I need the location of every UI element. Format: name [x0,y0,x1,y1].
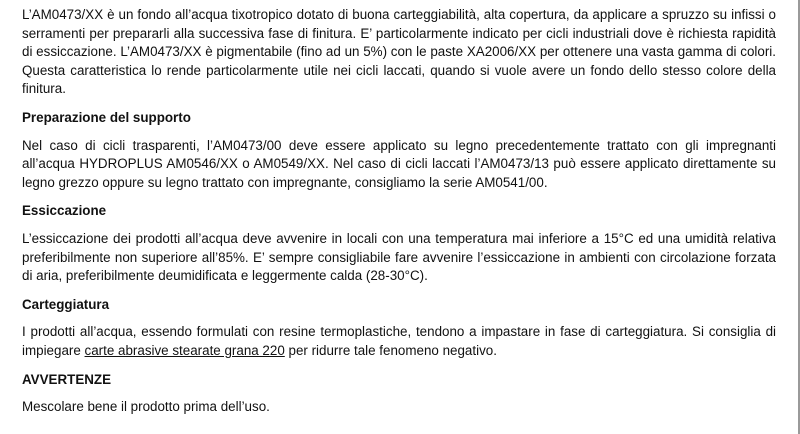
section-body-avvertenze: Mescolare bene il prodotto prima dell’uso. [22,399,270,415]
section-body-essiccazione: L’essiccazione dei prodotti all’acqua deve avvenire in locali con una temperatura mai inferiore a 15°C ed una umidità relativa preferibilmente non superiore all’85%. E’ sempre consigliabile fare avvenire l’essiccazione in ambienti con circolazione forzata di aria, preferibilmente deumidificata e leggermente calda (28-30°C). [22,230,776,284]
carteggiatura-text-end: per ridurre tale fenomeno negativo. [284,342,497,358]
abrasive-paper-link[interactable]: carte abrasive stearate grana 220 [84,342,285,358]
section-heading-essiccazione: Essiccazione [22,203,107,219]
carteggiatura-text-start: I prodotti all’acqua, essendo formulati con resine termoplastiche, tendono a impastare in fase di carteggiatura. Si consiglia di impiegare [22,324,776,358]
section-body-carteggiatura [22,323,776,360]
intro-paragraph: L’AM0473/XX è un fondo all’acqua tixotropico dotato di buona carteggiabilità, alta copertura, da applicare a spruzzo su infissi o serramenti per prepararli alla successiva fase di finitura. E’ particolarmente indicato per cicli industriali dove è richiesta rapidità di essiccazione. L’AM0473/XX è pigmentabile (fino ad un 5%) con le paste XA2006/XX per ottenere una vasta gamma di colori. Questa caratteristica lo rende particolarmente utile nei cicli laccati, quando si vuole avere un fondo dello stesso colore della finitura. [22,7,776,97]
section-body-preparazione: Nel caso di cicli trasparenti, l’AM0473/00 deve essere applicato su legno precedentemente trattato con gli impregnanti all’acqua HYDROPLUS AM0546/XX o AM0549/XX. Nel caso di cicli laccati l’AM0473/13 può essere applicato direttamente su legno grezzo oppure su legno trattato con impregnante, consigliamo la serie AM0541/00. [22,137,776,190]
section-heading-avvertenze: AVVERTENZE [22,371,112,387]
document-body [22,6,776,417]
section-heading-carteggiatura: Carteggiatura [22,296,110,312]
section-heading-preparazione: Preparazione del supporto [22,109,191,125]
